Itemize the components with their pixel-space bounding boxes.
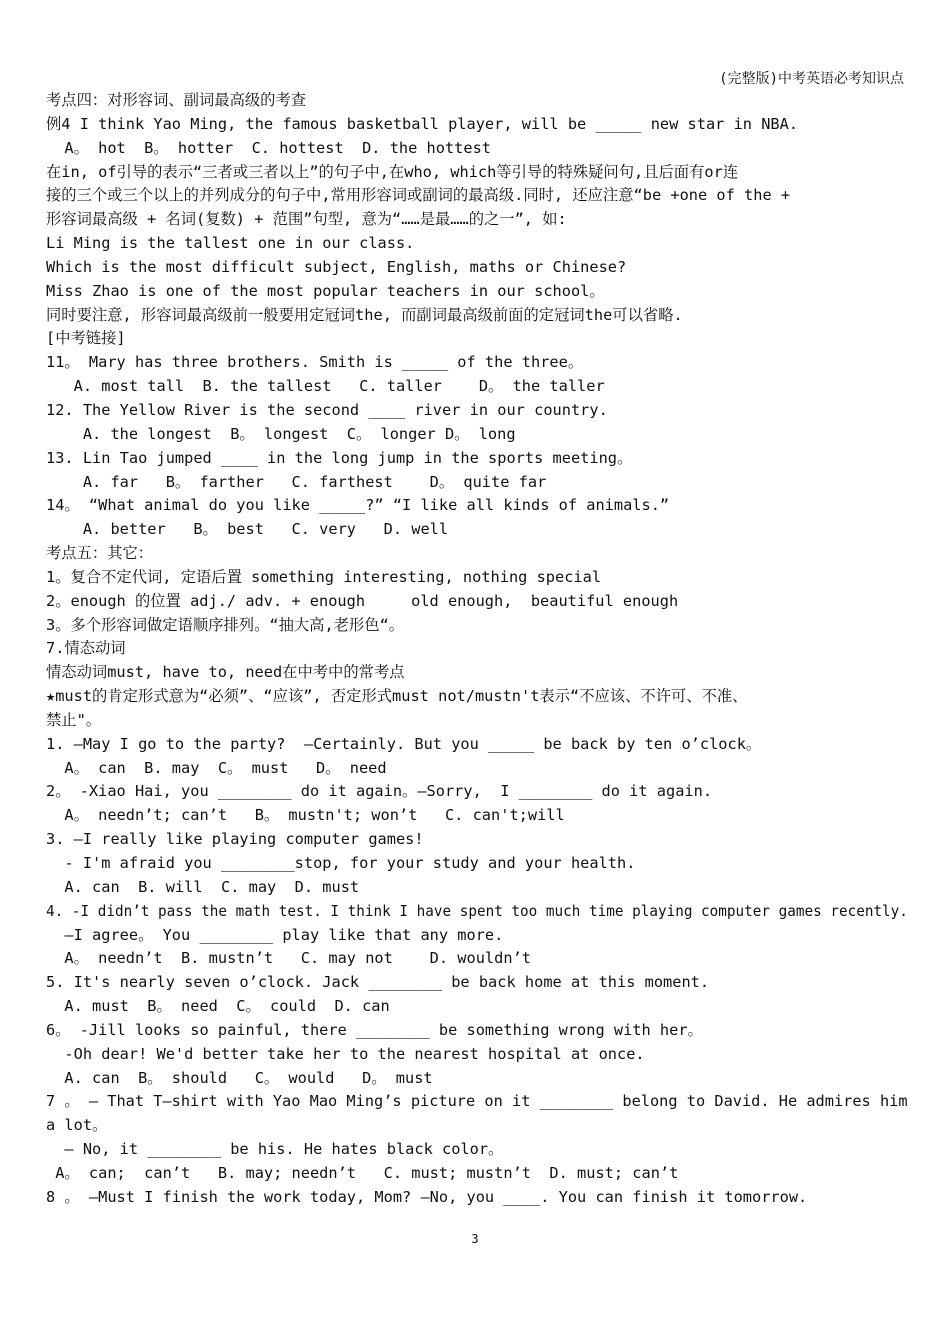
text-line: A. better B。 best C. very D. well [46, 520, 449, 539]
text-line: 11。 Mary has three brothers. Smith is _____ of the three。 [46, 353, 584, 372]
text-line: 3。多个形容词做定语顺序排列。“抽大高,老形色“。 [46, 615, 405, 634]
document-body [46, 89, 908, 1210]
text-line: 2。enough 的位置 adj./ adv. + enough old enough, beautiful enough [46, 591, 679, 610]
text-line: 情态动词must, have to, need在中考中的常考点 [46, 663, 405, 682]
text-line: 在in, of引导的表示“三者或三者以上”的句子中,在who, which等引导的特殊疑问句,且后面有or连 [46, 162, 739, 181]
text-line: a lot。 [46, 1116, 108, 1135]
text-line: 7.情态动词 [46, 639, 126, 658]
text-line: 考点五：其它： [46, 544, 154, 563]
text-line: 考点四：对形容词、副词最高级的考查 [46, 91, 307, 109]
text-line: 6。 -Jill looks so painful, there ________ be something wrong with her。 [46, 1020, 703, 1039]
text-line: 3. —I really like playing computer games! [46, 830, 424, 849]
text-line: -Oh dear! We'd better take her to the nearest hospital at once. [46, 1044, 645, 1063]
text-line: — No, it ________ be his. He hates black color。 [46, 1140, 504, 1159]
text-line: 4. -I didn’t pass the math test. I think I have spent too much time playing computer games recently. [46, 901, 908, 920]
text-line: 13. Lin Tao jumped ____ in the long jump in the sports meeting。 [46, 448, 633, 467]
text-line: 禁止"。 [46, 710, 102, 729]
text-line: 同时要注意, 形容词最高级前一般要用定冠词the, 而副词最高级前面的定冠词the可以省略. [46, 305, 683, 324]
text-line: - I'm afraid you ________stop, for your study and your health. [46, 854, 636, 872]
text-line: A。 can; can’t B. may; needn’t C. must; mustn’t D. must; can’t [46, 1163, 679, 1182]
text-line: A。 can B. may C。 must D。 need [46, 758, 387, 777]
text-line: 8 。 —Must I finish the work today, Mom? —No, you ____. You can finish it tomorrow. [46, 1187, 808, 1206]
text-line: 接的三个或三个以上的并列成分的句子中,常用形容词或副词的最高级.同时, 还应注意“be +one of the + [46, 186, 791, 205]
text-line: A. can B。 should C。 would D。 must [46, 1068, 433, 1087]
text-line: Li Ming is the tallest one in our class. [46, 234, 415, 253]
text-line: 12. The Yellow River is the second ____ river in our country. [46, 400, 608, 419]
text-line: ★must的肯定形式意为“必须”、“应该”, 否定形式must not/mustn't表示“不应该、不许可、不准、 [46, 687, 748, 706]
text-line: A. most tall B. the tallest C. taller D。 the taller [46, 377, 605, 396]
text-line: 14。 “What animal do you like _____?” “I like all kinds of animals.” [46, 496, 670, 515]
text-line: A. can B. will C. may D. must [46, 877, 360, 896]
text-line: 2。 -Xiao Hai, you ________ do it again。—Sorry, I ________ do it again. [46, 782, 713, 801]
text-line: 1. —May I go to the party? —Certainly. But you _____ be back by ten o’clock。 [46, 734, 762, 753]
text-line: 7 。 — That T—shirt with Yao Mao Ming’s picture on it ________ belong to David. He admires him [46, 1092, 908, 1111]
text-line: 形容词最高级 + 名词(复数) + 范围”句型, 意为“……是最……的之一”, 如: [46, 210, 567, 229]
text-line: A。 needn’t B. mustn’t C. may not D. wouldn’t [46, 949, 531, 968]
text-line: 例4 I think Yao Ming, the famous basketball player, will be _____ new star in NBA. [46, 114, 799, 133]
text-line: 5. It's nearly seven o’clock. Jack ________ be back home at this moment. [46, 973, 710, 992]
text-line: [中考链接] [46, 329, 126, 348]
text-line: 1。复合不定代词, 定语后置 something interesting, nothing special [46, 567, 602, 586]
text-line: —I agree。 You ________ play like that any more. [46, 925, 504, 944]
page-header: (完整版)中考英语必考知识点 [719, 71, 904, 87]
text-line: Miss Zhao is one of the most popular teachers in our school。 [46, 281, 605, 300]
text-line: A。 hot B。 hotter C. hottest D. the hottest [46, 138, 492, 157]
text-line: A. the longest B。 longest C。 longer D。 long [46, 424, 516, 443]
text-line: Which is the most difficult subject, English, maths or Chinese? [46, 257, 627, 276]
text-line: A. must B。 need C。 could D. can [46, 997, 390, 1016]
page-number: 3 [471, 1232, 479, 1246]
text-line: A。 needn’t; can’t B。 mustn't; won’t C. can't;will [46, 806, 565, 825]
text-line: A. far B。 farther C. farthest D。 quite far [46, 472, 547, 491]
